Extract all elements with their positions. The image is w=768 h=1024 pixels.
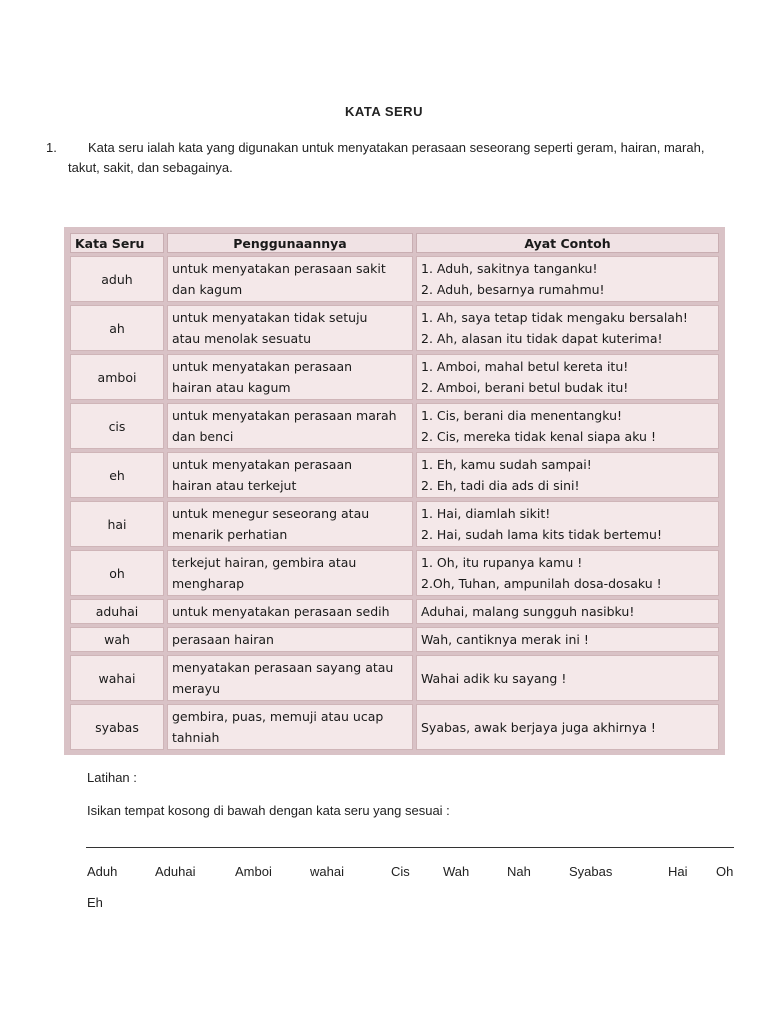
table-header-row <box>70 233 719 253</box>
kata-seru-cell: aduh <box>70 256 164 302</box>
penggunaan-cell <box>167 354 413 400</box>
word-bank-item: Amboi <box>235 864 272 879</box>
item-number: 1. <box>46 140 57 155</box>
penggunaan-cell-line: untuk menyatakan perasaan marah <box>172 408 397 423</box>
ayat-contoh-cell-line: 2. Hai, sudah lama kits tidak bertemu! <box>421 527 662 542</box>
kata-seru-cell: wah <box>70 627 164 652</box>
ayat-contoh-cell <box>416 627 719 652</box>
penggunaan-cell-line: tahniah <box>172 730 220 745</box>
penggunaan-cell-line: dan benci <box>172 429 234 444</box>
ayat-contoh-cell <box>416 403 719 449</box>
kata-seru-cell: aduhai <box>70 599 164 624</box>
latihan-instruction: Isikan tempat kosong di bawah dengan kata seru yang sesuai : <box>87 803 450 818</box>
penggunaan-cell-line: mengharap <box>172 576 245 591</box>
ayat-contoh-cell <box>416 550 719 596</box>
penggunaan-cell-line: merayu <box>172 681 220 696</box>
word-bank-item: Eh <box>87 895 103 910</box>
kata-seru-cell: hai <box>70 501 164 547</box>
ayat-contoh-cell-line: 1. Aduh, sakitnya tanganku! <box>421 261 598 276</box>
ayat-contoh-cell-line: Wahai adik ku sayang ! <box>421 670 567 686</box>
ayat-contoh-cell-line: 1. Hai, diamlah sikit! <box>421 506 551 521</box>
penggunaan-cell <box>167 655 413 701</box>
penggunaan-cell-line: untuk menegur seseorang atau <box>172 506 370 521</box>
kata-seru-cell: wahai <box>70 655 164 701</box>
penggunaan-cell-line: gembira, puas, memuji atau ucap <box>172 709 384 724</box>
table-row <box>70 305 719 351</box>
kata-seru-cell: syabas <box>70 704 164 750</box>
penggunaan-cell-line: untuk menyatakan tidak setuju <box>172 310 368 325</box>
word-bank-item: Syabas <box>569 864 613 879</box>
intro-paragraph: Kata seru ialah kata yang digunakan untuk menyatakan perasaan seseorang seperti geram, hairan, marah, takut, sakit, dan sebagainya. <box>68 140 705 175</box>
penggunaan-cell-line: perasaan hairan <box>172 632 274 647</box>
ayat-contoh-cell-line: 2. Amboi, berani betul budak itu! <box>421 380 629 395</box>
penggunaan-cell <box>167 704 413 750</box>
penggunaan-cell <box>167 599 413 624</box>
word-bank-item: Aduh <box>87 864 118 879</box>
ayat-contoh-cell-line: 2. Eh, tadi dia ads di sini! <box>421 478 580 493</box>
word-bank-item: Oh <box>716 864 734 879</box>
table-row <box>70 403 719 449</box>
penggunaan-cell <box>167 501 413 547</box>
penggunaan-cell-line: hairan atau kagum <box>172 380 291 395</box>
table-row <box>70 627 719 652</box>
ayat-contoh-cell-line: 2. Aduh, besarnya rumahmu! <box>421 282 605 297</box>
ayat-contoh-cell-line: Syabas, awak berjaya juga akhirnya ! <box>421 719 656 735</box>
table-row <box>70 550 719 596</box>
ayat-contoh-cell-line: 2. Cis, mereka tidak kenal siapa aku ! <box>421 429 656 444</box>
penggunaan-cell-line: menyatakan perasaan sayang atau <box>172 660 394 675</box>
table-row <box>70 452 719 498</box>
word-bank-item: Cis <box>391 864 410 879</box>
word-bank-item: Wah <box>443 864 470 879</box>
header-penggunaannya: Penggunaannya <box>167 233 413 253</box>
penggunaan-cell-line: menarik perhatian <box>172 527 288 542</box>
penggunaan-cell <box>167 256 413 302</box>
penggunaan-cell <box>167 627 413 652</box>
table-row <box>70 704 719 750</box>
header-kata-seru: Kata Seru <box>70 233 164 253</box>
penggunaan-cell-line: untuk menyatakan perasaan sedih <box>172 604 390 619</box>
ayat-contoh-cell <box>416 452 719 498</box>
ayat-contoh-cell <box>416 655 719 701</box>
ayat-contoh-cell-line: 2. Ah, alasan itu tidak dapat kuterima! <box>421 331 663 346</box>
penggunaan-cell-line: terkejut hairan, gembira atau <box>172 555 357 570</box>
penggunaan-cell-line: atau menolak sesuatu <box>172 331 312 346</box>
kata-seru-cell: oh <box>70 550 164 596</box>
ayat-contoh-cell-line: 1. Oh, itu rupanya kamu ! <box>421 555 583 570</box>
penggunaan-cell-line: untuk menyatakan perasaan sakit <box>172 261 386 276</box>
document-title: KATA SERU <box>345 104 423 119</box>
answer-line <box>86 847 734 848</box>
ayat-contoh-cell-line: Aduhai, malang sungguh nasibku! <box>421 604 635 619</box>
table-row <box>70 354 719 400</box>
penggunaan-cell-line: dan kagum <box>172 282 243 297</box>
ayat-contoh-cell <box>416 305 719 351</box>
penggunaan-cell-line: hairan atau terkejut <box>172 478 297 493</box>
word-bank-item: Hai <box>668 864 688 879</box>
ayat-contoh-cell-line: 1. Cis, berani dia menentangku! <box>421 408 623 423</box>
ayat-contoh-cell-line: 1. Amboi, mahal betul kereta itu! <box>421 359 629 374</box>
ayat-contoh-cell-line: 1. Eh, kamu sudah sampai! <box>421 457 592 472</box>
ayat-contoh-cell-line: Wah, cantiknya merak ini ! <box>421 632 589 647</box>
penggunaan-cell <box>167 403 413 449</box>
ayat-contoh-cell <box>416 704 719 750</box>
penggunaan-cell-line: untuk menyatakan perasaan <box>172 457 353 472</box>
penggunaan-cell-line: untuk menyatakan perasaan <box>172 359 353 374</box>
ayat-contoh-cell-line: 1. Ah, saya tetap tidak mengaku bersalah! <box>421 310 688 325</box>
word-bank-item: wahai <box>310 864 344 879</box>
ayat-contoh-cell <box>416 599 719 624</box>
table <box>67 230 722 753</box>
kata-seru-cell: amboi <box>70 354 164 400</box>
header-ayat-contoh: Ayat Contoh <box>416 233 719 253</box>
ayat-contoh-cell-line: 2.Oh, Tuhan, ampunilah dosa-dosaku ! <box>421 576 662 591</box>
penggunaan-cell <box>167 452 413 498</box>
table-row <box>70 599 719 624</box>
kata-seru-cell: ah <box>70 305 164 351</box>
kata-seru-cell: cis <box>70 403 164 449</box>
word-bank-item: Nah <box>507 864 531 879</box>
ayat-contoh-cell <box>416 256 719 302</box>
table-row <box>70 655 719 701</box>
penggunaan-cell <box>167 550 413 596</box>
word-bank-item: Aduhai <box>155 864 196 879</box>
table-row <box>70 256 719 302</box>
ayat-contoh-cell <box>416 501 719 547</box>
table-row <box>70 501 719 547</box>
kata-seru-table <box>64 227 725 755</box>
latihan-title: Latihan : <box>87 770 137 785</box>
penggunaan-cell <box>167 305 413 351</box>
ayat-contoh-cell <box>416 354 719 400</box>
kata-seru-cell: eh <box>70 452 164 498</box>
